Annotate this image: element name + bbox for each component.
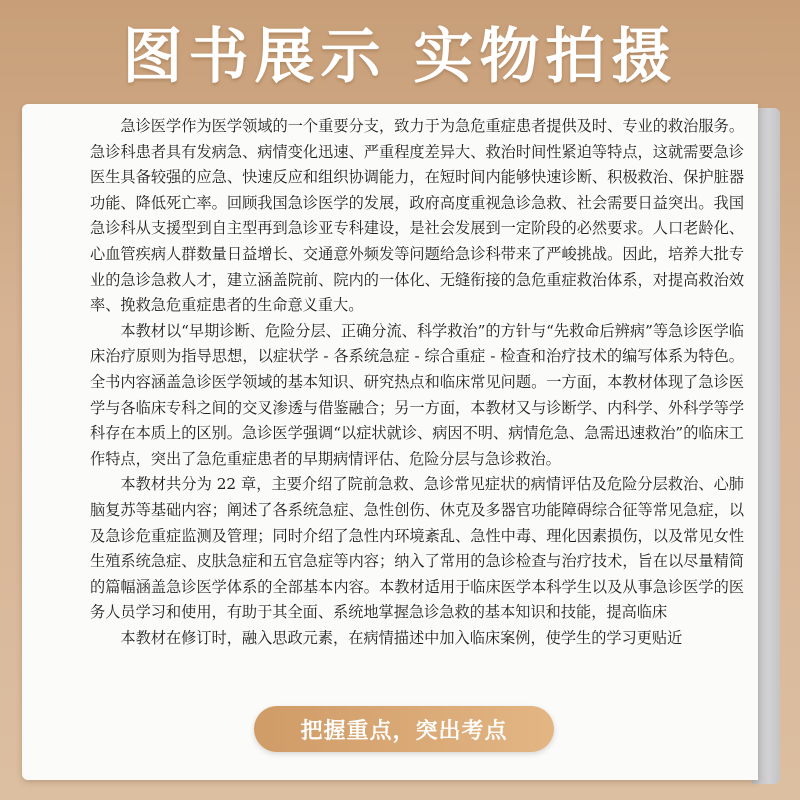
- highlight-badge-label: 把握重点，突出考点: [300, 718, 508, 744]
- paragraph: 本教材在修订时，融入思政元素，在病情描述中加入临床案例，使学生的学习更贴近: [120, 628, 683, 647]
- book-page: [22, 104, 758, 780]
- header-banner: [0, 0, 800, 104]
- paragraph: 急诊医学作为医学领域的一个重要分支，致力于为急危重症患者提供及时、专业的救治服务。急诊科患者具有发病急、病情变化迅速、严重程度差异大、救治时间性紧迫等特点，这就需要急诊医生具备较强的应急、快速反应和组织协调能力，在短时间内能够快速诊断、积极救治、保护脏器功能、降低死亡率。回顾我国急诊医学的发展，政府高度重视急诊急救、社会需要日益突出。我国急诊科从支援型到自主型再到急诊亚专科建设，是社会发展到一定阶段的必然要求。人口老龄化、心血管疾病人群数量日益增长、交通意外频发等问题给急诊科带来了严峻挑战。因此，培养大批专业的急诊急救人才，建立涵盖院前、院内的一体化、无缝衔接的急危重症救治体系，对提高救治效率、挽救急危重症患者的生命意义重大。: [90, 117, 744, 315]
- page-text: [90, 114, 744, 651]
- paragraph: 本教材共分为 22 章，主要介绍了院前急救、急诊常见症状的病情评估及危险分层救治、心肺脑复苏等基础内容；阐述了各系统急症、急性创伤、休克及多器官功能障碍综合征等常见急症，以及急诊危重症监测及管理；同时介绍了急性内环境紊乱、急性中毒、理化因素损伤，以及常见女性生殖系统急症、皮肤急症和五官急症等内容；纳入了常用的急诊检查与治疗技术，旨在以尽量精简的篇幅涵盖急诊医学体系的全部基本内容。本教材适用于临床医学本科学生以及从事急诊医学的医务人员学习和使用，有助于其全面、系统地掌握急诊急救的基本知识和技能，提高临床: [90, 475, 744, 622]
- paragraph: 本教材以“早期诊断、危险分层、正确分流、科学救治”的方针与“先救命后辨病”等急诊医学临床治疗原则为指导思想，以症状学 - 各系统急症 - 综合重症 - 检查和治疗技术的编写体系为特色。全书内容涵盖急诊医学领域的基本知识、研究热点和临床常见问题。一方面，本教材体现了急诊医学与各临床专科之间的交叉渗透与借鉴融合；另一方面，本教材又与诊断学、内科学、外科学等学科存在本质上的区别。急诊医学强调“以症状就诊、病因不明、病情危急、急需迅速救治”的临床工作特点，突出了急危重症患者的早期病情评估、危险分层与急诊救治。: [90, 321, 744, 468]
- highlight-badge: [254, 706, 554, 752]
- banner-title: 图书展示 实物拍摄: [122, 22, 678, 92]
